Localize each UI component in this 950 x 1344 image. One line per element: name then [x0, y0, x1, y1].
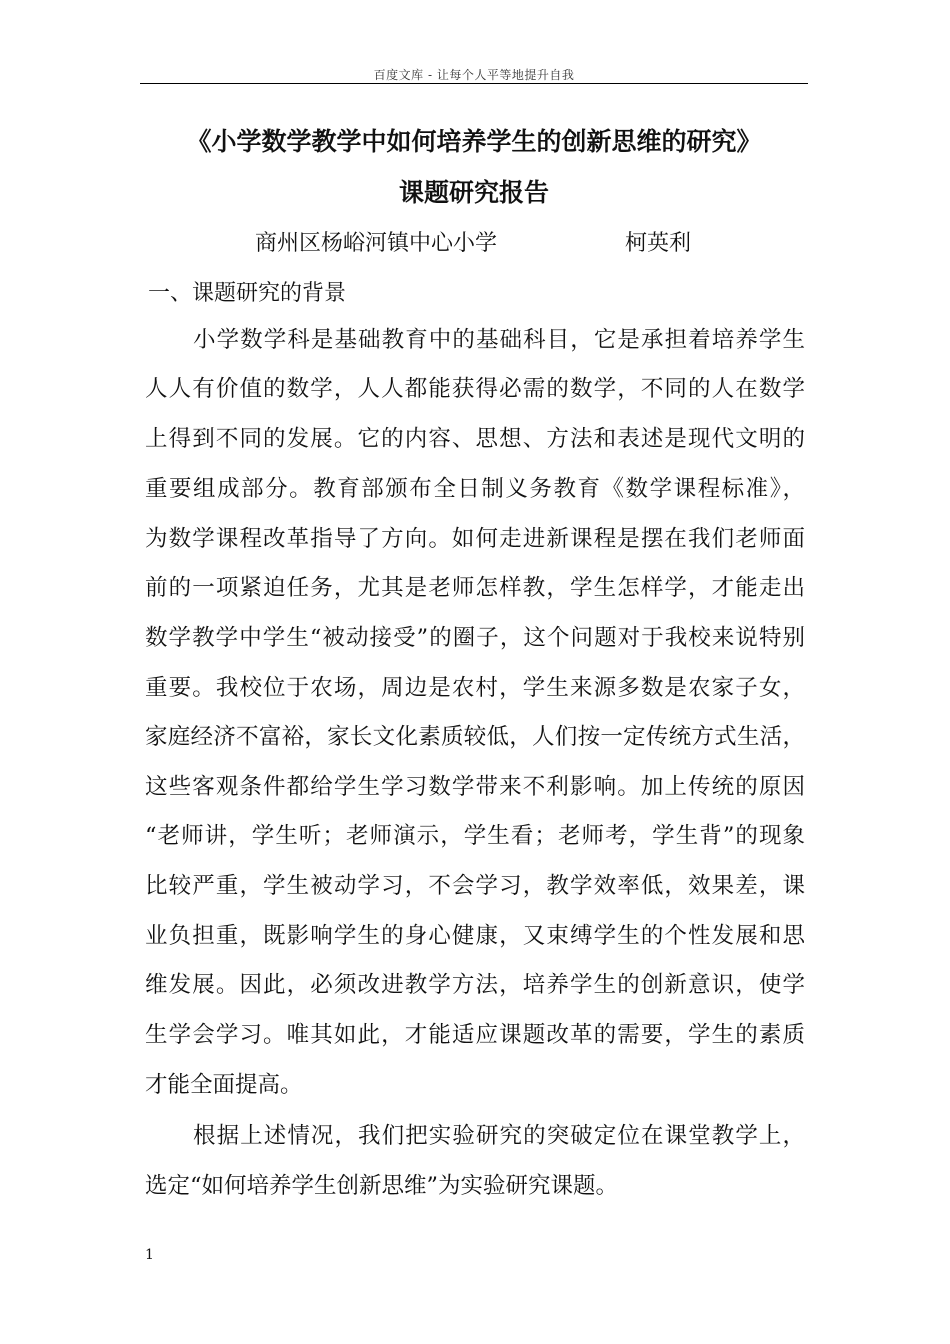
- paragraph-line: 根据上述情况，我们把实验研究的突破定位在课堂教学上，: [193, 1123, 805, 1149]
- paragraph-line: 人人有价值的数学，人人都能获得必需的数学，不同的人在数学: [145, 376, 805, 402]
- page-number: 1: [145, 1247, 154, 1263]
- document-subtitle: 课题研究报告: [398, 178, 549, 207]
- school-name: 商州区杨峪河镇中心小学: [255, 231, 498, 256]
- paragraph-line: 维发展。因此，必须改进教学方法，培养学生的创新意识，使学: [145, 972, 805, 998]
- author-name: 柯英利: [625, 231, 692, 256]
- paragraph-line: 重要组成部分。教育部颁布全日制义务教育《数学课程标准》，: [145, 476, 805, 502]
- paragraph-line: 为数学课程改革指导了方向。如何走进新课程是摆在我们老师面: [145, 526, 805, 552]
- paragraph-line: 家庭经济不富裕，家长文化素质较低，人们按一定传统方式生活，: [145, 724, 805, 750]
- paragraph-line: 上得到不同的发展。它的内容、思想、方法和表述是现代文明的: [145, 426, 805, 452]
- paragraph-line: 选定“如何培养学生创新思维”为实验研究课题。: [145, 1173, 619, 1199]
- paragraph-line: 业负担重，既影响学生的身心健康，又束缚学生的个性发展和思: [145, 923, 805, 949]
- paragraph-line: 生学会学习。唯其如此，才能适应课题改革的需要，学生的素质: [145, 1022, 805, 1048]
- paragraph-line: 重要。我校位于农场，周边是农村，学生来源多数是农家子女，: [145, 675, 805, 701]
- header-rule: [140, 83, 808, 84]
- document-title: 《小学数学教学中如何培养学生的创新思维的研究》: [186, 127, 762, 156]
- paragraph-line: 比较严重，学生被动学习，不会学习，教学效率低，效果差，课: [145, 873, 805, 899]
- page-header: 百度文库 - 让每个人平等地提升自我: [373, 68, 575, 82]
- paragraph-line: “老师讲，学生听；老师演示，学生看；老师考，学生背”的现象: [145, 823, 805, 849]
- paragraph-line: 才能全面提高。: [145, 1072, 303, 1098]
- paragraph-line: 这些客观条件都给学生学习数学带来不利影响。加上传统的原因: [145, 774, 805, 800]
- paragraph-line: 小学数学科是基础教育中的基础科目，它是承担着培养学生: [193, 327, 805, 353]
- section-heading: 一、课题研究的背景: [148, 281, 347, 306]
- paragraph-line: 数学教学中学生“被动接受”的圈子，这个问题对于我校来说特别: [145, 625, 805, 651]
- paragraph-line: 前的一项紧迫任务，尤其是老师怎样教，学生怎样学，才能走出: [145, 575, 805, 601]
